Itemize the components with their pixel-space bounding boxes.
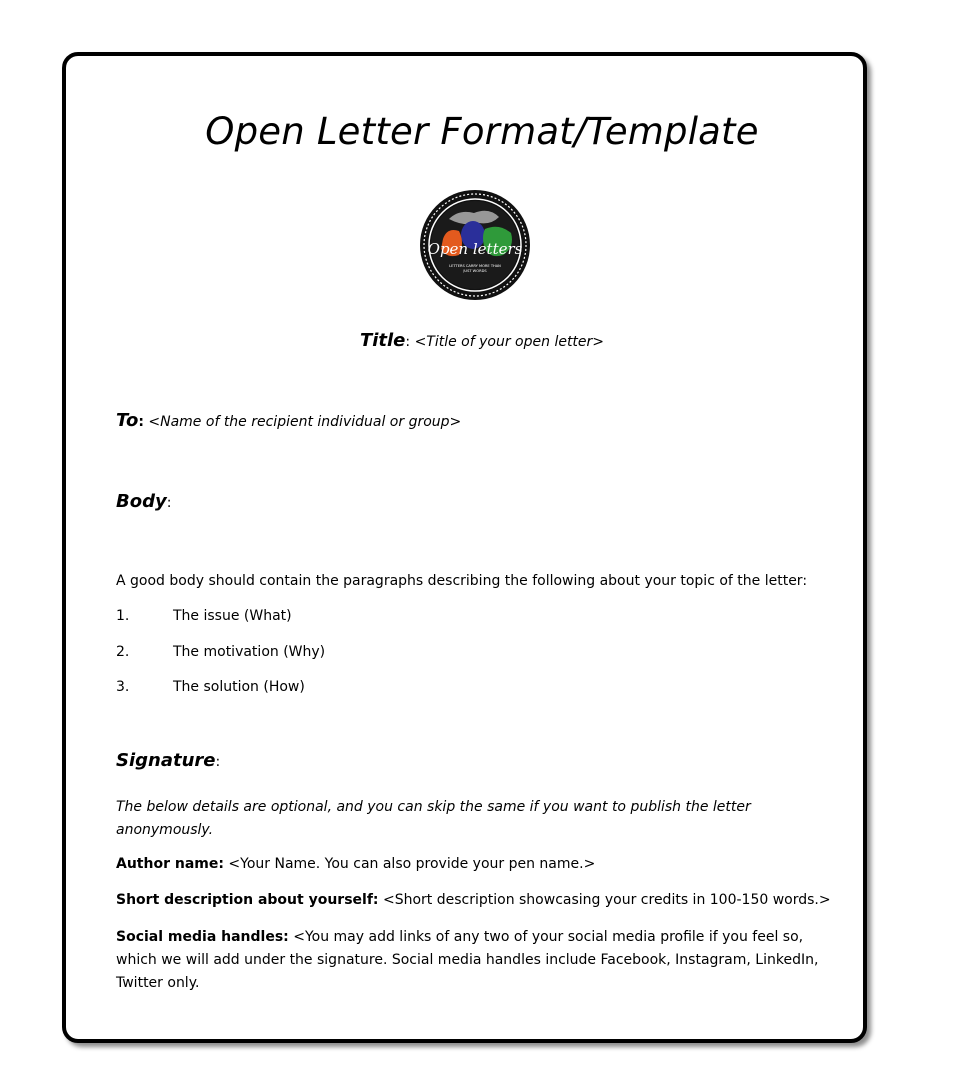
title-label: Title: [359, 330, 406, 351]
open-letters-logo: [419, 189, 531, 301]
list-number: 2.: [116, 643, 130, 660]
social-media-label: Social media handles:: [116, 929, 289, 945]
svg-text:JUST WORDS: JUST WORDS: [463, 269, 487, 273]
signature-colon: :: [215, 754, 221, 770]
body-colon: :: [166, 495, 172, 511]
to-field: [116, 410, 461, 431]
list-item: [116, 644, 325, 680]
svg-text:Open letters: Open letters: [427, 240, 523, 258]
svg-text:LETTERS CARRY MORE THAN: LETTERS CARRY MORE THAN: [449, 264, 501, 268]
author-name-value: <Your Name. You can also provide your pen name.>: [228, 856, 596, 872]
body-label: Body: [116, 491, 167, 512]
list-text: The solution (How): [173, 679, 305, 695]
signature-note: The below details are optional, and you can skip the same if you want to publish the letter anonymously.: [116, 799, 751, 838]
body-list: [116, 608, 325, 715]
to-placeholder: <Name of the recipient individual or group>: [148, 414, 462, 430]
title-placeholder: <Title of your open letter>: [414, 334, 605, 350]
author-name-field: [116, 853, 595, 876]
title-field: [0, 330, 964, 351]
list-item: [116, 679, 325, 715]
short-description-label: Short description about yourself:: [116, 892, 379, 908]
list-number: 3.: [116, 679, 130, 695]
list-number: 1.: [116, 608, 130, 624]
signature-label: Signature: [116, 750, 216, 771]
short-description-value: <Short description showcasing your credits in 100-150 words.>: [382, 892, 831, 908]
list-text: The motivation (Why): [173, 643, 326, 660]
body-intro: A good body should contain the paragraphs describing the following about your topic of the letter:: [116, 573, 808, 589]
author-name-label: Author name:: [116, 856, 224, 872]
title-colon: :: [405, 334, 411, 350]
list-item: [116, 608, 325, 644]
body-heading: [116, 491, 171, 512]
page-heading: Open Letter Format/Template: [205, 110, 759, 153]
list-text: The issue (What): [173, 608, 292, 624]
to-label: To: [116, 410, 139, 431]
social-media-field: [116, 926, 831, 995]
short-description-field: [116, 889, 831, 912]
signature-heading: [116, 750, 220, 771]
to-colon: :: [138, 414, 144, 430]
social-media-value: <You may add links of any two of your social media profile if you feel so, which we will add under the signature. Social media handles include Facebook, Instagram, LinkedIn, Twitter only.: [116, 929, 819, 991]
